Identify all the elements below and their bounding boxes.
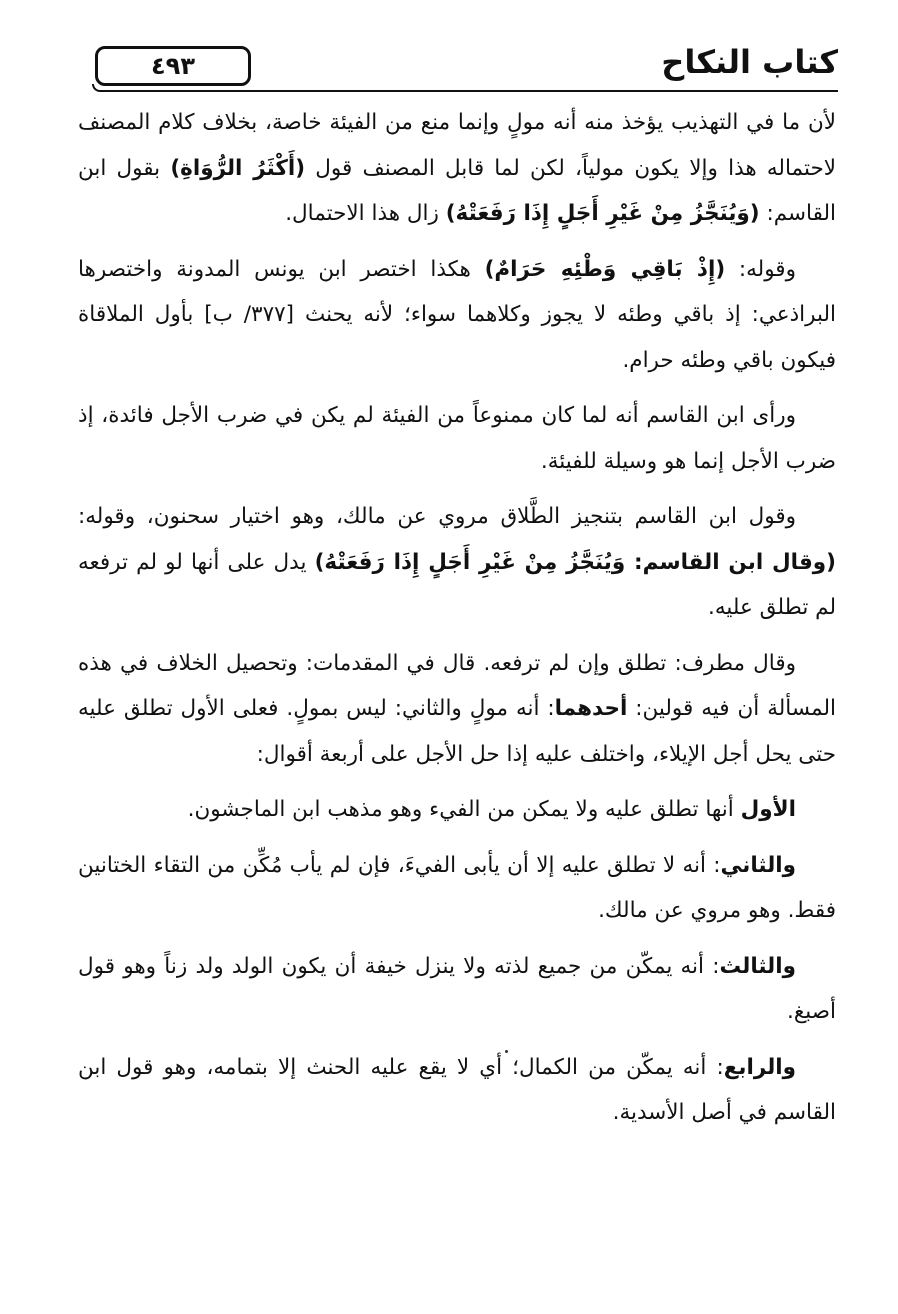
text-run: : أنه مولٍ والثاني: ليس بمولٍ. فعلى الأول تطلق عليه حتى يحل أجل الإيلاء، واختلف عليه إذا حل الأجل على أربعة أقوال:	[78, 696, 836, 767]
text-run: وقوله:	[725, 256, 796, 282]
text-run: وقال مطرف: تطلق وإن لم ترفعه. قال في المقدمات: وتحصيل الخلاف في هذه المسألة أن فيه قولين:	[78, 650, 836, 721]
paragraph-1	[78, 100, 836, 237]
bold-term: والثالث	[719, 953, 796, 979]
paragraph-2	[78, 247, 836, 384]
text-run: يدل على أنها لو لم ترفعه لم تطلق عليه.	[78, 549, 836, 620]
bold-term: والثاني	[720, 852, 796, 878]
text-run: زال هذا الاحتمال.	[285, 201, 446, 226]
paragraph-9	[78, 1045, 836, 1136]
paragraph-4	[78, 494, 836, 631]
text-run: أنها تطلق عليه ولا يمكن من الفيء وهو مذهب ابن الماجشون.	[187, 797, 741, 822]
quoted-phrase: (وقال ابن القاسم: وَيُنَجَّزُ مِنْ غَيْرِ أَجَلٍ إِذَا رَفَعَتْهُ)	[314, 549, 836, 575]
paragraph-7	[78, 843, 836, 934]
text-run: : أنه يمكّن من الكمال؛ أي لا يقع عليه الحنث إلا بتمامه، وهو قول ابن القاسم في أصل الأسدية.	[78, 1054, 836, 1125]
paragraph-5	[78, 641, 836, 778]
text-run: : أنه يمكّن من جميع لذته ولا ينزل خيفة أن يكون الولد ولد زناً وهو قول أصبغ.	[78, 953, 836, 1024]
text-run: بقول ابن القاسم:	[78, 155, 836, 226]
text-run: وقول ابن القاسم بتنجيز الطَّلاق مروي عن مالك، وهو اختيار سحنون، وقوله:	[78, 504, 796, 529]
running-title: كتاب النكاح	[661, 43, 838, 81]
text-run: : أنه لا تطلق عليه إلا أن يأبى الفيءَ، فإن لم يأب مُكِّن من التقاء الختانين فقط. وهو مروي عن مالك.	[78, 852, 836, 923]
text-run: ورأى ابن القاسم أنه لما كان ممنوعاً من الفيئة لم يكن في ضرب الأجل فائدة، إذ ضرب الأجل إنما هو وسيلة للفيئة.	[78, 403, 836, 474]
bold-term: الأول	[740, 797, 796, 822]
text-run: هكذا اختصر ابن يونس المدونة واختصرها البراذعي: إذ باقي وطئه لا يجوز وكلاهما سواء؛ لأنه يحنث [٣٧٧/ ب] بأول الملاقاة فيكون باقي وطئه حرام.	[78, 256, 836, 373]
paragraph-8	[78, 944, 836, 1035]
print-speck	[505, 1050, 508, 1053]
quoted-phrase: (إِذْ بَاقِي وَطْئِهِ حَرَامٌ)	[484, 256, 726, 282]
bold-term: والرابع	[723, 1054, 796, 1080]
header-rule	[254, 90, 838, 92]
paragraph-6	[78, 787, 836, 833]
paragraph-3	[78, 393, 836, 484]
text-run: لأن ما في التهذيب يؤخذ منه أنه مولٍ وإنما منع من الفيئة خاصة، بخلاف كلام المصنف لاحتماله هذا وإلا يكون مولياً، لكن لما قابل المصنف قول	[78, 110, 836, 181]
page-header	[82, 40, 838, 96]
quoted-phrase: (أَكْثَرُ الرُّوَاةِ)	[170, 155, 306, 181]
page-number: ٤٩٣	[151, 52, 195, 80]
bold-term: أحدهما	[554, 696, 628, 721]
page-number-frame	[95, 46, 251, 86]
quoted-phrase: (وَيُنَجَّزُ مِنْ غَيْرِ أَجَلٍ إِذَا رَفَعَتْهُ)	[445, 201, 760, 226]
body-text	[78, 100, 836, 1146]
